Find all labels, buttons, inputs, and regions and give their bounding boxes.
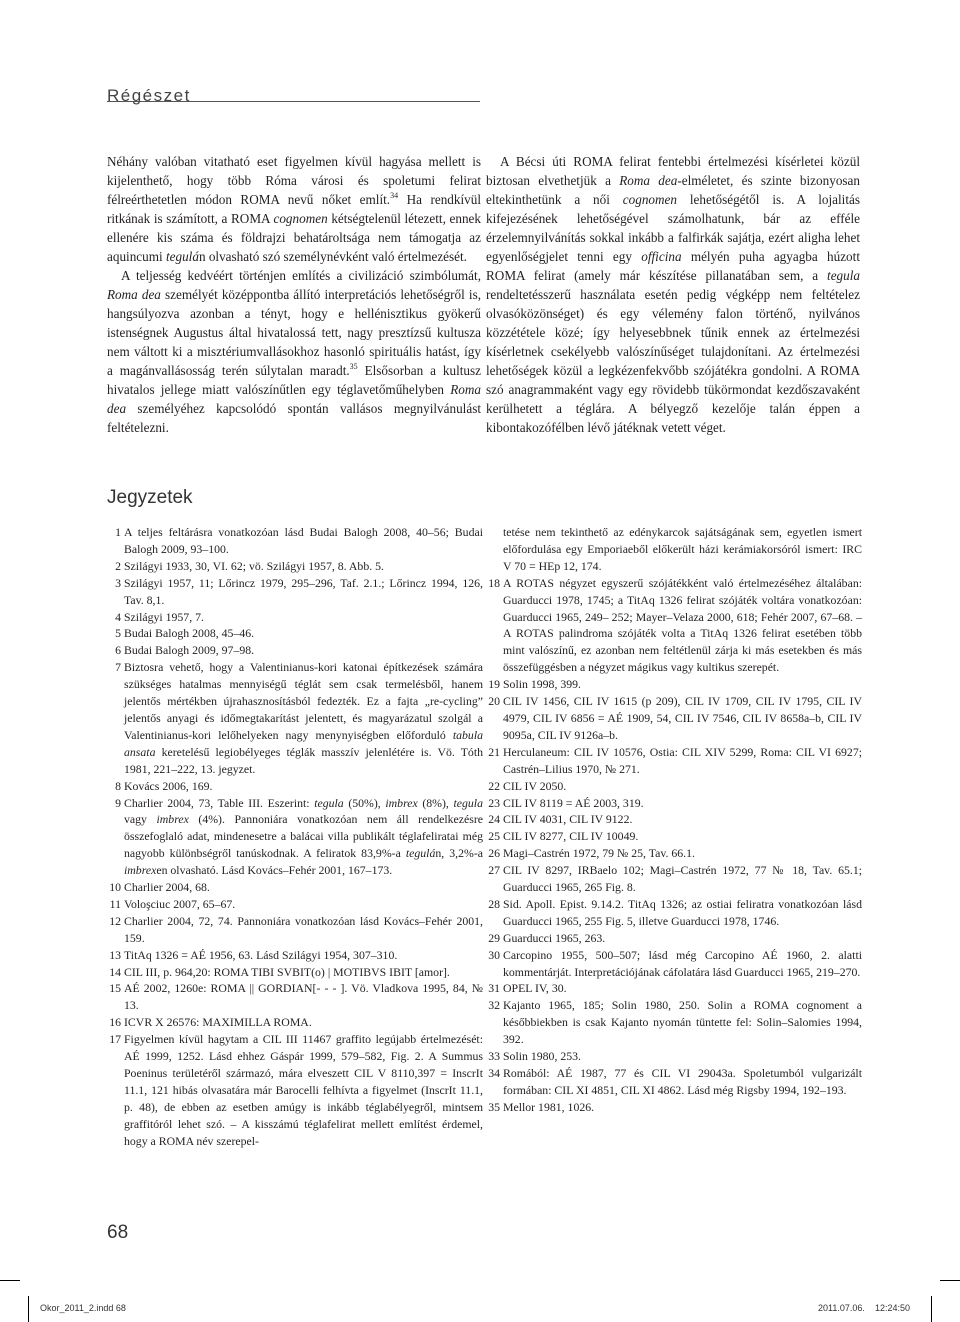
note-number: 6 xyxy=(115,643,121,658)
notes-list-left xyxy=(107,524,483,1150)
note-item: 21 Herculaneum: CIL IV 10576, Ostia: CIL XIV 5299, Roma: CIL VI 6927; Castrén–Lilius 1970, № 271. xyxy=(486,744,862,778)
section-header: Régészet xyxy=(107,86,191,105)
note-item: 24 CIL IV 4031, CIL IV 9122. xyxy=(486,811,862,828)
note-item: 32 Kajanto 1965, 185; Solin 1980, 250. Solin a ROMA cognoment a későbbiekben is csak Kajanto nyomán tüntette fel: Solin–Salomies 1994, 392. xyxy=(486,997,862,1048)
note-item: 19 Solin 1998, 399. xyxy=(486,676,862,693)
note-item: 10 Charlier 2004, 68. xyxy=(107,879,483,896)
note-item: 28 Sid. Apoll. Epist. 9.14.2. TitAq 1326; az ostiai feliratra vonatkozóan lásd Guarducci 1965, 255 Fig. 5, illetve Guarducci 1978, 1746. xyxy=(486,896,862,930)
note-item: 27 CIL IV 8297, IRBaelo 102; Magi–Castrén 1972, 77 № 18, Tav. 65.1; Guarducci 1965, 265 Fig. 8. xyxy=(486,862,862,896)
paragraph: Néhány valóban vitatható eset figyelmen kívül hagyása mellett is kijelenthető, hogy több Róma városi és spoletumi felirat félreérthetetlen módon ROMA nevű nőket említ.$^{34}$ Ha rendkívül ritkának is számított, a ROMA cognomen kétségtelenül létezett, ennek ellenére kis száma és földrajzi behatároltsága nem támogatja az aquincumi tegulán olvasható szó személynévként való értelmezését. xyxy=(107,154,482,264)
note-number: 14 xyxy=(109,964,121,979)
note-item: 22 CIL IV 2050. xyxy=(486,778,862,795)
note-number: 24 xyxy=(488,812,500,827)
note-number: 27 xyxy=(488,863,500,878)
note-number: 2 xyxy=(115,558,121,573)
note-item: 18 A ROTAS négyzet egyszerű szójátékként való értelmezéséhez általában: Guarducci 1978, 1745; a TitAq 1326 felirat szójáték voltára vonatkozóan: Guarducci 1965, 249– 252; Mayer–Velaza 2000, 618; Fehér 2007, 67–68. – A ROTAS palindroma szójáték volta a TitAq 1326 felirat esetében több mint valószínű, ez azonban nem feltétlenül zárja ki más esetekben és más összefüggésben a négyzet mágikus vagy kultikus szerepét. xyxy=(486,575,862,676)
note-item: tetése nem tekinthető az edénykarcok sajátságának sem, egyetlen ismert előfordulása egy Emporiaeből előkerült házi kerámiakorsóról ismert: IRC V 70 = HEp 12, 174. xyxy=(503,525,862,573)
note-number: 15 xyxy=(109,981,121,996)
note-item: 7 Biztosra vehető, hogy a Valentinianus-kori katonai építkezések számára szükséges hatalmas mennyiségű téglát sem csak termelésből, hanem jelentős mértékben újrahasznosításból fedezték. Ez a fajta „re-cycling” jelentős anyagi és időmegtakarítást jelentett, és magyarázatul szolgál a Valentinianus-kori lelőhelyeken nagy menynyiségben előforduló tabula ansata keretelésű legiobélyeges téglák masszív jelenlétére is. Vö. Tóth 1981, 221–222, 13. jegyzet. xyxy=(107,659,483,777)
note-item: 33 Solin 1980, 253. xyxy=(486,1048,862,1065)
note-item: 1 A teljes feltárásra vonatkozóan lásd Budai Balogh 2008, 40–56; Budai Balogh 2009, 93–100. xyxy=(107,524,483,558)
footer-time: 12:24:50 xyxy=(875,1303,911,1313)
note-number: 23 xyxy=(488,795,500,810)
note-number: 8 xyxy=(115,778,121,793)
note-number: 9 xyxy=(115,795,121,810)
note-item: 17 Figyelmen kívül hagytam a CIL III 11467 graffito legújabb értelmezését: AÉ 1999, 1252. Lásd ehhez Gáspár 1999, 579–582, Fig. 2. A Summus Poeninus területéről származó, mára elveszett CIL V 8110,397 = InscrIt 11.1, 121 hibás olvasatára már Barocelli felhívta a figyelmet (InscrIt 11.1, p. 48), de ebben az esetben amúgy is inkább téglabélyegről, mintsem graffitóról lehet szó. – A kisszámú téglafelirat mellett említést érdemel, hogy a ROMA név szerepel- xyxy=(107,1031,483,1149)
note-number: 18 xyxy=(488,575,500,590)
note-item: 6 Budai Balogh 2009, 97–98. xyxy=(107,642,483,659)
note-item: 34 Romából: AÉ 1987, 77 és CIL VI 29043a. Spoletumból vulgarizált formában: CIL XI 4851, CIL XI 4862. Lásd még Rigsby 1994, 192–193. xyxy=(486,1065,862,1099)
note-number: 12 xyxy=(109,913,121,928)
crop-mark xyxy=(28,1296,29,1322)
note-item: 26 Magi–Castrén 1972, 79 № 25, Tav. 66.1. xyxy=(486,845,862,862)
notes-list-right xyxy=(486,524,862,1116)
note-number: 13 xyxy=(109,947,121,962)
note-item: 12 Charlier 2004, 72, 74. Pannoniára vonatkozóan lásd Kovács–Fehér 2001, 159. xyxy=(107,913,483,947)
note-number: 10 xyxy=(109,880,121,895)
note-number: 16 xyxy=(109,1015,121,1030)
header-rule xyxy=(107,101,480,102)
note-item: 23 CIL IV 8119 = AÉ 2003, 319. xyxy=(486,795,862,812)
note-number: 5 xyxy=(115,626,121,641)
note-number: 26 xyxy=(488,846,500,861)
note-item: 16 ICVR X 26576: MAXIMILLA ROMA. xyxy=(107,1014,483,1031)
note-item: 4 Szilágyi 1957, 7. xyxy=(107,609,483,626)
note-item: 31 OPEL IV, 30. xyxy=(486,980,862,997)
note-number: 32 xyxy=(488,998,500,1013)
body-column-right xyxy=(486,152,860,437)
page-number: 68 xyxy=(107,1222,129,1243)
note-number: 19 xyxy=(488,677,500,692)
paragraph: A teljesség kedvéért történjen említés a civilizáció szimbólumát, Roma dea személyét középpontba állító interpretációs lehetőségről is, hangsúlyozva azonban a tényt, hogy e hellénisztikus gyökerű istenségnek Augustus által hivatalossá tett, nagy presztízsű kultusza nem váltott ki a misztériumvallásokhoz hasonló spirituális hatást, így a magánvallásosság terén súlytalan maradt.$^{35}$ Elsősorban a kultusz hivatalos jellege miatt valószínűtlen egy téglavetőműhelyben Roma dea személyéhez kapcsolódó spontán vallásos megnyilvánulást feltételezni. xyxy=(107,268,481,435)
note-number: 34 xyxy=(488,1066,500,1080)
crop-mark xyxy=(931,1296,932,1322)
note-number: 20 xyxy=(488,694,500,709)
note-item: 2 Szilágyi 1933, 30, VI. 62; vö. Szilágyi 1957, 8. Abb. 5. xyxy=(107,558,483,575)
note-number: 4 xyxy=(115,609,121,624)
body-column-left xyxy=(107,152,481,437)
note-number: 25 xyxy=(488,829,500,844)
note-item: 30 Carcopino 1955, 500–507; lásd még Carcopino AÉ 1960, 2. alatti kommentárját. Interpretációjának cáfolatára lásd Guarducci 1965, 219–270. xyxy=(486,947,862,981)
footer-date: 2011.07.06. xyxy=(818,1303,865,1313)
note-number: 33 xyxy=(488,1049,500,1064)
note-item: 35 Mellor 1981, 1026. xyxy=(486,1099,862,1116)
note-number: 35 xyxy=(488,1099,500,1114)
note-number: 21 xyxy=(488,744,500,759)
note-item: 9 Charlier 2004, 73, Table III. Eszerint: tegula (50%), imbrex (8%), tegula vagy imbrex (4%). Pannoniára vonatkozóan nem áll rendelkezésre összefoglaló adat, mindenesetre a balácai villa publikált téglafeliratai még nagyobb különbségről tanúskodnak. A feliratok 83,9%-a tegulán, 3,2%-a imbrexen olvasható. Lásd Kovács–Fehér 2001, 167–173. xyxy=(107,795,483,880)
note-item: 29 Guarducci 1965, 263. xyxy=(486,930,862,947)
note-number: 3 xyxy=(115,575,121,590)
paragraph: A Bécsi úti ROMA felirat fentebbi értelmezési kísérletei közül biztosan elvethetjük a Roma dea-elméletet, és szinte bizonyosan eltekinthetünk a női cognomen lehetőségétől is. A lojalitás kifejezésének lehetőségével számolhatunk, bár az efféle érzelemnyilvánítás sokkal inkább a falfirkák sajátja, ezért aligha lehet egyenlőségjelet tenni egy officina mélyén puha agyagba húzott ROMA felirat (amely már készítése pillanatában sem, a tegula rendeltetésszerű használata esetén pedig végképp nem feltételez olvasóközönséget) és egy vélemény falon történő, nyilvános közzététele közé; így helyesebbnek tűnik ennek az értelmezési kísérletnek csekélyebb valószínűséget tulajdonítani. Az értelmezési lehetőségek közül a legkézenfekvőbb szójátékra gondolni. A ROMA szó anagrammaként vagy egy rövidebb tükörmondat kezdőszavaként kerülhetett a téglára. A bélyegző kezelője talán éppen a kibontakozófélben lévő játéknak vetett véget. xyxy=(486,154,860,435)
note-number: 17 xyxy=(109,1032,121,1047)
note-number: 29 xyxy=(488,930,500,945)
note-item: 8 Kovács 2006, 169. xyxy=(107,778,483,795)
note-item: 5 Budai Balogh 2008, 45–46. xyxy=(107,625,483,642)
note-number: 22 xyxy=(488,778,500,793)
note-item: 11 Voloşciuc 2007, 65–67. xyxy=(107,896,483,913)
note-number: 30 xyxy=(488,947,500,962)
footer-file: Okor_2011_2.indd 68 xyxy=(40,1303,126,1313)
crop-mark xyxy=(0,1280,20,1281)
note-item: 20 CIL IV 1456, CIL IV 1615 (p 209), CIL IV 1709, CIL IV 1795, CIL IV 4979, CIL IV 6856 = AÉ 1909, 54, CIL IV 7546, CIL IV 8658a–b, CIL IV 9095a, CIL IV 9126a–b. xyxy=(486,693,862,744)
note-item: 14 CIL III, p. 964,20: ROMA TIBI SVBIT(o) | MOTIBVS IBIT [amor]. xyxy=(107,964,483,981)
note-item: 15 AÉ 2002, 1260e: ROMA || GORDIAN[- - - ]. Vö. Vladkova 1995, 84, № 13. xyxy=(107,980,483,1014)
notes-heading: Jegyzetek xyxy=(107,487,193,508)
note-item: 13 TitAq 1326 = AÉ 1956, 63. Lásd Szilágyi 1954, 307–310. xyxy=(107,947,483,964)
note-number: 31 xyxy=(488,981,500,996)
note-item: 25 CIL IV 8277, CIL IV 10049. xyxy=(486,828,862,845)
crop-mark xyxy=(940,1280,960,1281)
note-number: 11 xyxy=(109,896,121,911)
note-number: 7 xyxy=(115,660,121,675)
note-number: 1 xyxy=(115,525,121,539)
note-item: 3 Szilágyi 1957, 11; Lőrincz 1979, 295–296, Taf. 2.1.; Lőrincz 1994, 126, Tav. 8,1. xyxy=(107,575,483,609)
note-number: 28 xyxy=(488,896,500,911)
